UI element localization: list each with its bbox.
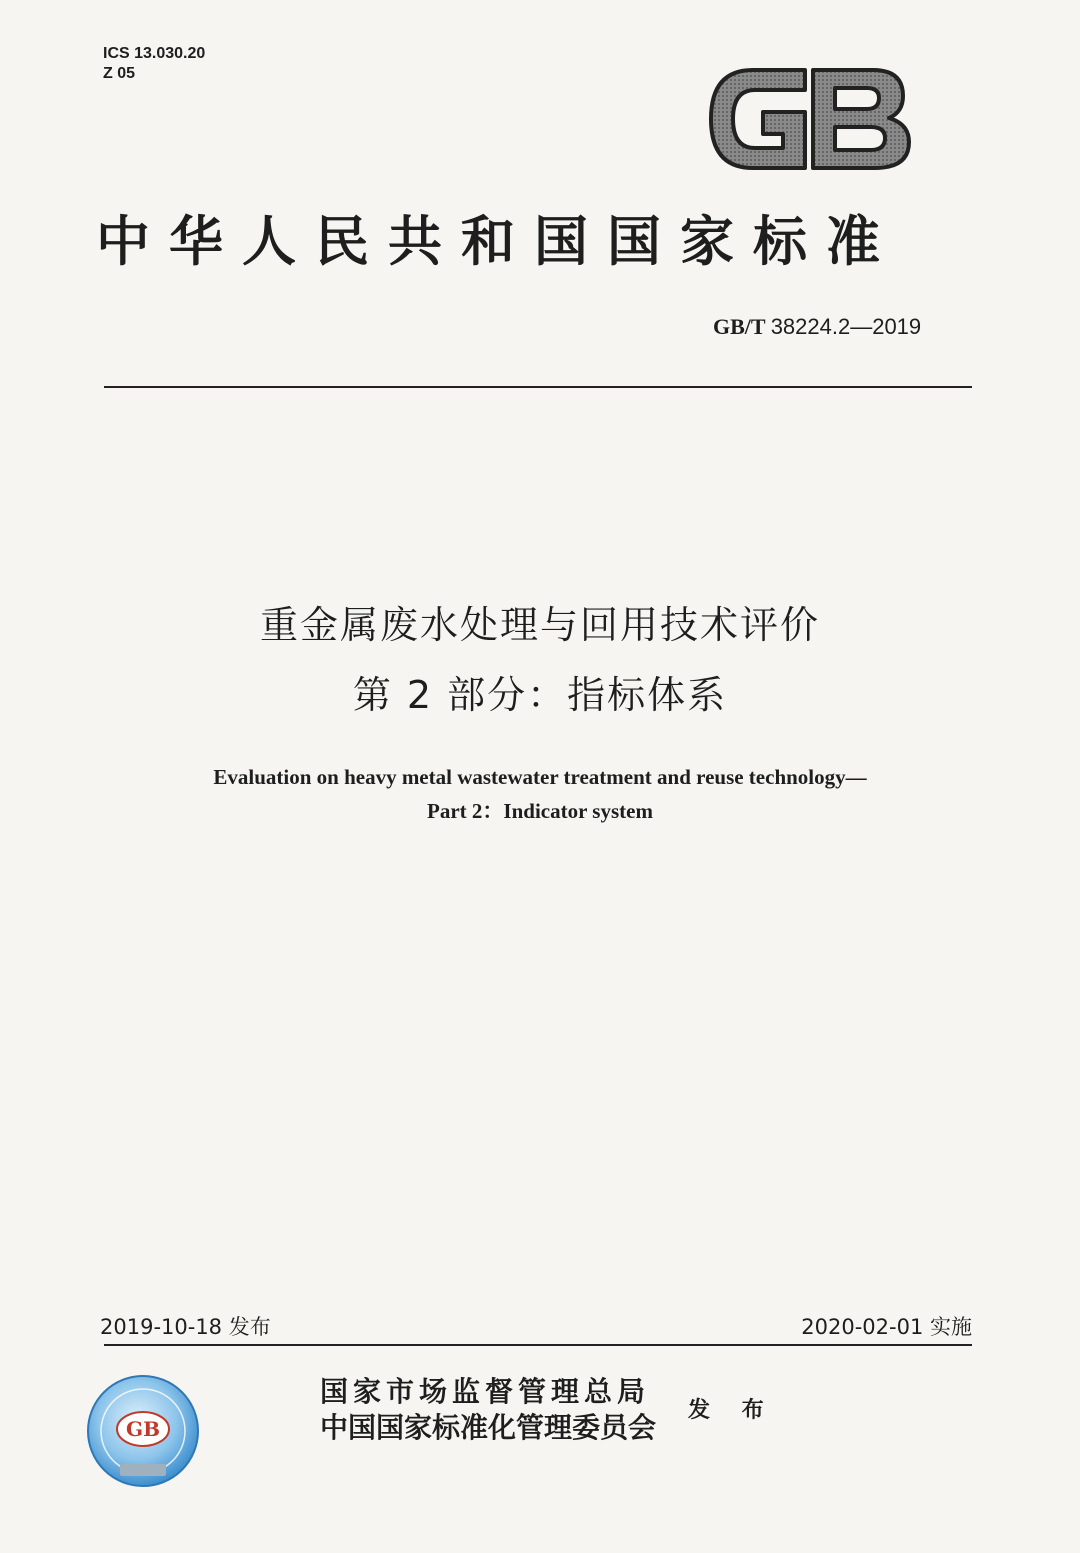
- english-title-line1: Evaluation on heavy metal wastewater treatment and reuse technology—: [213, 765, 867, 789]
- issuer-line1: 国家市场监督管理总局: [320, 1375, 651, 1408]
- implementation-date: 2020-02-01 实施: [801, 1315, 972, 1339]
- footer-divider: [104, 1344, 972, 1346]
- standard-prefix: GB/T: [713, 314, 766, 339]
- english-title-line2: Part 2：Indicator system: [427, 799, 653, 823]
- anti-counterfeit-seal-icon: [86, 1374, 200, 1488]
- release-date: 2019-10-18 发布: [100, 1315, 271, 1339]
- classification-code: Z 05: [103, 65, 136, 82]
- national-standard-title: 中华人民共和国国家标准: [96, 209, 899, 273]
- ics-code: ICS 13.030.20: [103, 45, 206, 62]
- seal-logo-letters: GB: [126, 1417, 160, 1441]
- ics-classification: [103, 44, 205, 84]
- issue-word: 发 布: [688, 1397, 776, 1423]
- issuer-line2: 中国国家标准化管理委员会: [320, 1411, 657, 1444]
- chinese-title-line2: 第 2 部分：指标体系: [352, 673, 728, 717]
- header-divider: [104, 386, 972, 388]
- chinese-title-line1: 重金属废水处理与回用技术评价: [259, 603, 820, 647]
- gb-logo-icon: [705, 62, 915, 177]
- standard-number: [713, 314, 921, 340]
- standard-number-value: 38224.2—2019: [770, 314, 922, 339]
